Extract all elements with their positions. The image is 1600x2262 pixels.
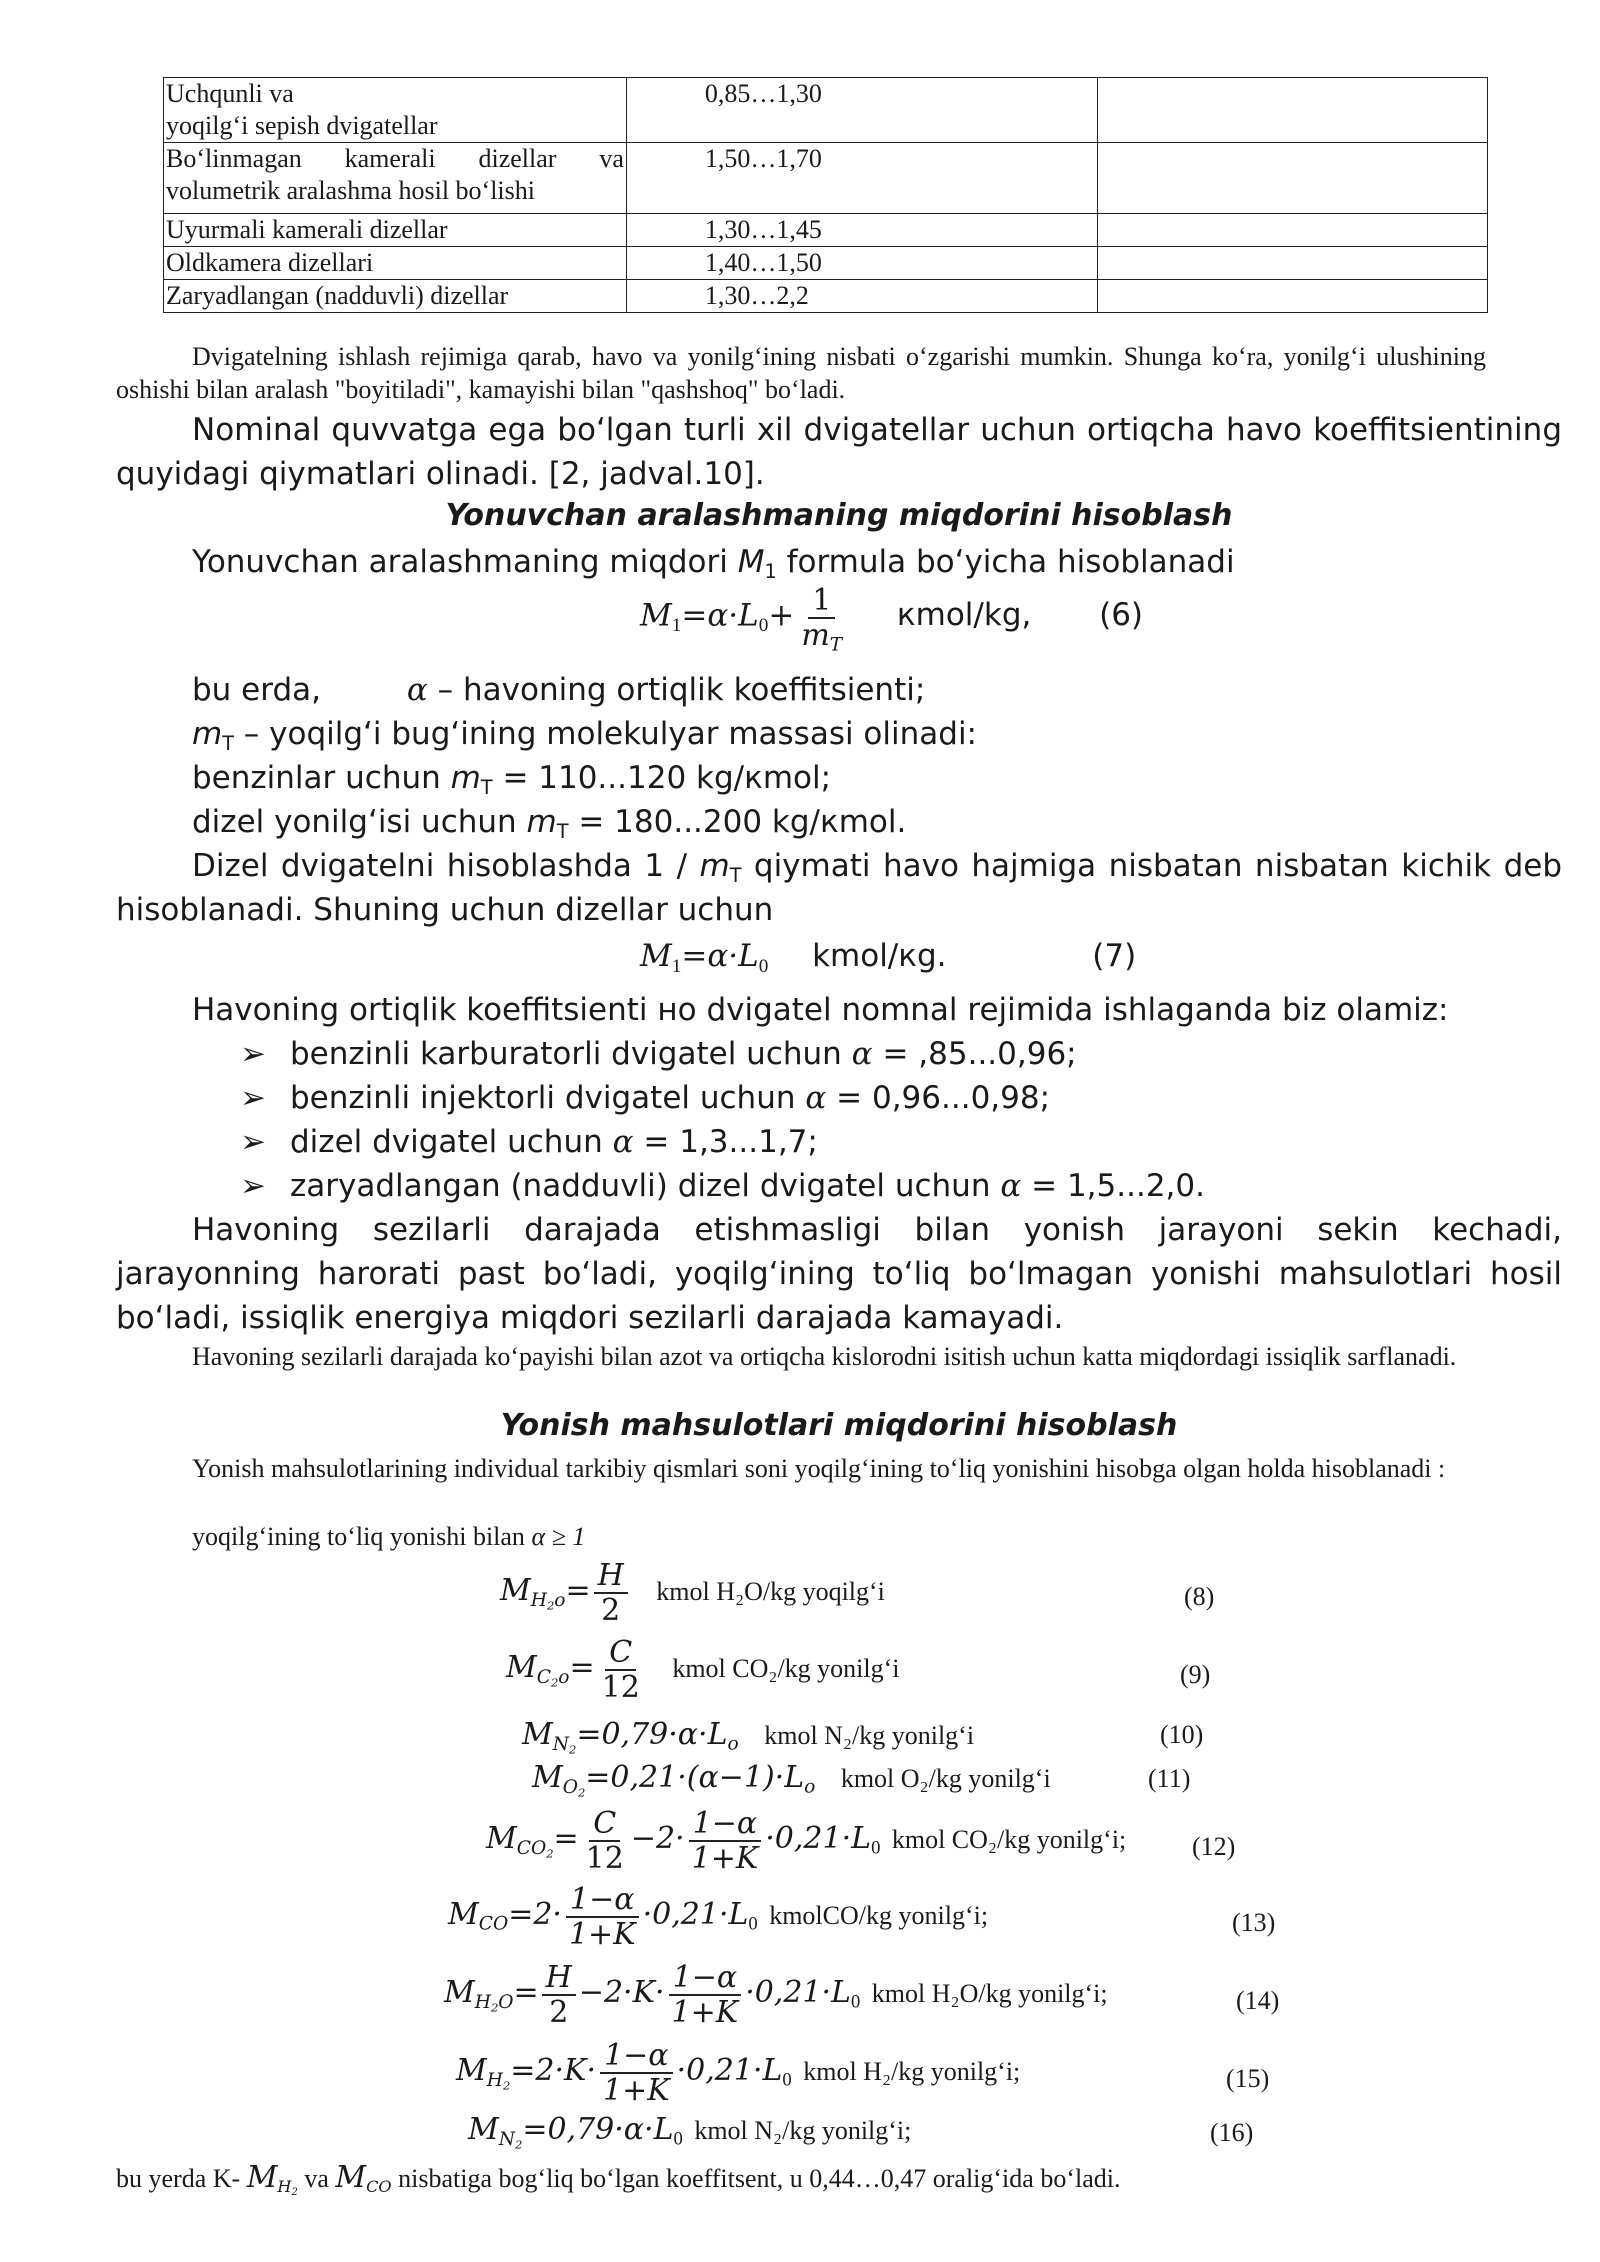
- paragraph-air-deficit: Havoning sezilarli darajada etishmasligi bilan yonish jarayoni sekin kechadi, jarayonning harorati past bo‘ladi, yoqilg‘ining to‘liq bo‘lmagan yonishi mahsulotlari hosil bo‘ladi, issiqlik energiya miqdori sezilarli darajada kamayadi.: [116, 1212, 1562, 1336]
- equation-unit: kmolCO/kg yonilg‘i;: [769, 1901, 989, 1931]
- list-item: ➢ dizel dvigatel uchun α = 1,3...1,7;: [240, 1120, 818, 1164]
- text-fragment: yoqilg‘ining to‘liq yonishi bilan: [192, 1522, 525, 1551]
- arrow-bullet-icon: ➢: [240, 1036, 266, 1072]
- text-fragment: = 180...200 kg/кmol.: [578, 804, 907, 840]
- equation-unit: kmol H₂O/kg yonilg‘i;: [871, 1979, 1108, 2009]
- table-cell-value: 1,40…1,50: [626, 247, 1097, 280]
- equation-number: (10): [1160, 1720, 1204, 1749]
- text-fragment: – havoning ortiqlik koeffitsienti;: [437, 672, 926, 708]
- equation-unit: kmol CO₂/kg yonilg‘i: [672, 1654, 900, 1684]
- list-item-label: benzinli injektorli dvigatel uchun: [290, 1080, 796, 1116]
- paragraph-products-count: Yonish mahsulotlarining individual tarkibiy qismlari soni yoqilg‘ining to‘liq yonishini hisobga olgan holda hisoblanadi :: [192, 1454, 1446, 1483]
- table-cell-value: 1,30…1,45: [626, 214, 1097, 247]
- text-fragment: nisbatiga bog‘liq bo‘lgan koeffitsent, u 0,44…0,47 oralig‘ida bo‘ladi.: [398, 2164, 1121, 2193]
- text-fragment: – yoqilg‘i bug‘ining molekulyar massasi olinadi:: [243, 716, 978, 752]
- equation-unit: kmol H₂/kg yonilg‘i;: [803, 2057, 1021, 2087]
- table-cell-engine: Uyurmali kamerali dizellar: [164, 214, 627, 247]
- arrow-bullet-icon: ➢: [240, 1168, 266, 1204]
- equation-number: (11): [1148, 1764, 1191, 1793]
- definition-alpha: bu erda, α – havoning ortiqlik koeffitsienti;: [192, 672, 926, 708]
- text-fragment: bu yerda K-: [116, 2164, 241, 2193]
- equation-unit: kmol O₂/kg yonilg‘i: [840, 1764, 1051, 1793]
- equation-number: (6): [1099, 597, 1144, 634]
- table-row: [164, 247, 1488, 280]
- list-item: ➢ zaryadlangan (nadduvli) dizel dvigatel uchun α = 1,5...2,0.: [240, 1164, 1205, 1208]
- table-cell-empty: [1097, 78, 1487, 143]
- table-row: [164, 78, 1488, 143]
- text-fragment: bu erda,: [192, 672, 321, 708]
- table-cell-empty: [1097, 247, 1487, 280]
- equation-11: $M_{O_2}=0,21\cdot(\alpha-1)\cdot L_o$ kmol O₂/kg yonilg‘i: [532, 1760, 1051, 1800]
- equation-6: $M_1=\alpha\cdot L_0+$ $\frac{1}{m_T}$ кmol/kg, (6): [640, 583, 1144, 656]
- equation-number: (12): [1192, 1832, 1236, 1861]
- table-cell-empty: [1097, 214, 1487, 247]
- equation-14: $M_{H_2O}=$ $\frac{H}{2}$ −2·K· $\frac{1-\alpha}{1+K}$ $\cdot 0,21\cdot L_0$ kmol H₂O/kg yonilg‘i;: [444, 1960, 1108, 2030]
- text-fragment: formula bo‘yicha hisoblanadi: [776, 544, 1235, 580]
- table-row: [164, 280, 1488, 313]
- equation-12: $M_{CO_2}=$ $\frac{C}{12}$ −2· $\frac{1-\alpha}{1+K}$ $\cdot 0,21\cdot L_0$ kmol CO₂/kg yonilg‘i;: [486, 1806, 1127, 1876]
- text-fragment: Dizel dvigatelni hisoblashda 1 /: [192, 848, 688, 884]
- table-cell-empty: [1097, 143, 1487, 214]
- list-item-label: zaryadlangan (nadduvli) dizel dvigatel uchun: [290, 1168, 991, 1204]
- table-cell-value: 0,85…1,30: [626, 78, 1097, 143]
- table-cell-empty: [1097, 280, 1487, 313]
- equation-15: $M_{H_2}=2\cdot K\cdot$ $\frac{1-\alpha}{1+K}$ $\cdot 0,21\cdot L_0$ kmol H₂/kg yonilg‘i;: [456, 2038, 1021, 2108]
- arrow-bullet-icon: ➢: [240, 1124, 266, 1160]
- condition-alpha: α ≥ 1: [531, 1522, 586, 1551]
- text-fragment: = 110...120 kg/кmol;: [502, 760, 832, 796]
- table-cell-value: 1,30…2,2: [626, 280, 1097, 313]
- paragraph-full-combustion: [192, 1520, 585, 1553]
- equation-unit: kmol/кg.: [812, 938, 947, 974]
- equation-number: (8): [1184, 1582, 1215, 1611]
- definition-mt: $m_T$ – yoqilg‘i bug‘ining molekulyar massasi olinadi:: [192, 716, 978, 755]
- list-item-value: = 1,3...1,7;: [643, 1124, 818, 1160]
- table-cell-value: 1,50…1,70: [626, 143, 1097, 214]
- list-item: ➢ benzinli karburatorli dvigatel uchun α = ,85...0,96;: [240, 1032, 1077, 1076]
- equation-number: (15): [1226, 2064, 1270, 2093]
- diesel-molar-mass: dizel yonilg‘isi uchun $m_T = 180...200$ kg/кmol.: [192, 804, 907, 843]
- table-cell-engine: Oldkamera dizellari: [164, 247, 627, 280]
- paragraph-excess-air-nominal: Havoning ortiqlik koeffitsienti но dvigatel nomnal rejimida ishlaganda biz olamiz:: [192, 992, 1449, 1028]
- table-cell-engine: Zaryadlangan (nadduvli) dizellar: [164, 280, 627, 313]
- list-item-value: = 0,96...0,98;: [836, 1080, 1051, 1116]
- heading-mixture-amount: Yonuvchan aralashmaning miqdorini hisoblash: [445, 498, 1233, 533]
- table-cell-engine: Uchqunli va yoqilg‘i sepish dvigatellar: [164, 78, 627, 143]
- text-fragment: Yonuvchan aralashmaning miqdori: [192, 544, 738, 580]
- equation-number: (7): [1092, 938, 1137, 974]
- equation-8: $M_{H_2o}=$ $\frac{H}{2}$ kmol H₂O/kg yoqilg‘i: [500, 1558, 885, 1628]
- table-cell-engine: Bo‘linmagan kamerali dizellar va volumetrik aralashma hosil bo‘lishi: [164, 143, 627, 214]
- text-fragment: qiymati havo hajmiga nisbatan nisbatan kichik deb hisoblanadi. Shuning uchun dizellar uchun: [116, 848, 1562, 928]
- text-fragment: dizel yonilg‘isi uchun: [192, 804, 517, 840]
- paragraph-k-coefficient: bu yerda K- $M_{H_2}$ va $M_{CO}$ nisbatiga bog‘liq bo‘lgan koeffitsent, u 0,44…0,47 oralig‘ida bo‘ladi.: [116, 2160, 1121, 2198]
- paragraph-mixture-ratio: Dvigatelning ishlash rejimiga qarab, havo va yonilg‘ining nisbati o‘zgarishi mumkin. Shunga ko‘ra, yonilg‘i ulushining oshishi bilan aralash "boyitiladi", kamayishi bilan "qashshoq" bo‘ladi.: [116, 342, 1486, 404]
- excess-air-table: [163, 77, 1488, 313]
- list-item-value: = 1,5...2,0.: [1031, 1168, 1205, 1204]
- table-row: [164, 214, 1488, 247]
- equation-9: $M_{C_2o}=$ $\frac{C}{12}$ kmol CO₂/kg yonilg‘i: [506, 1635, 900, 1705]
- equation-13: $M_{CO}=2\cdot$ $\frac{1-\alpha}{1+K}$ $\cdot 0,21\cdot L_0$ kmolCO/kg yonilg‘i;: [448, 1882, 989, 1952]
- equation-16: $M_{N_2}=0,79\cdot\alpha\cdot L_0$ kmol N₂/kg yonilg‘i;: [468, 2112, 912, 2152]
- table-row: [164, 143, 1488, 214]
- equation-number: (13): [1232, 1908, 1276, 1937]
- equation-7: $M_1=\alpha\cdot L_0$ kmol/кg. (7): [640, 938, 1137, 977]
- text-fragment: va: [304, 2164, 329, 2193]
- equation-unit: kmol H₂O/kg yoqilg‘i: [656, 1577, 885, 1607]
- equation-number: (14): [1236, 1986, 1280, 2015]
- list-item-label: dizel dvigatel uchun: [290, 1124, 603, 1160]
- text-fragment: benzinlar uchun: [192, 760, 441, 796]
- equation-number: (16): [1210, 2118, 1254, 2147]
- equation-unit: kmol CO₂/kg yonilg‘i;: [891, 1825, 1127, 1855]
- equation-unit: kmol N₂/kg yonilg‘i: [764, 1721, 975, 1750]
- arrow-bullet-icon: ➢: [240, 1080, 266, 1116]
- list-item-value: = ,85...0,96;: [882, 1036, 1077, 1072]
- list-item: ➢ benzinli injektorli dvigatel uchun α = 0,96...0,98;: [240, 1076, 1050, 1120]
- paragraph-mixture-formula: Yonuvchan aralashmaning miqdori $M_1$ formula bo‘yicha hisoblanadi: [192, 544, 1235, 583]
- paragraph-nominal-power: Nominal quvvatga ega bo‘lgan turli xil dvigatellar uchun ortiqcha havo koeffitsientining quyidagi qiymatlari olinadi. [2, jadval.10].: [116, 412, 1562, 492]
- paragraph-air-excess: Havoning sezilarli darajada ko‘payishi bilan azot va ortiqcha kislorodni isitish uchun katta miqdordagi issiqlik sarflanadi.: [192, 1342, 1457, 1371]
- benzin-molar-mass: benzinlar uchun $m_T = 110...120$ kg/кmol;: [192, 760, 832, 799]
- heading-combustion-products: Yonish mahsulotlari miqdorini hisoblash: [500, 1408, 1178, 1443]
- equation-unit: kmol N₂/kg yonilg‘i;: [694, 2116, 912, 2145]
- equation-number: (9): [1180, 1660, 1211, 1689]
- equation-unit: кmol/kg,: [896, 597, 1032, 634]
- equation-10: $M_{N_2}=0,79\cdot\alpha\cdot L_o$ kmol N₂/kg yonilg‘i: [522, 1717, 975, 1757]
- paragraph-diesel-note: Dizel dvigatelni hisoblashda $1 / m_T$ qiymati havo hajmiga nisbatan nisbatan kichik deb hisoblanadi. Shuning uchun dizellar uchun: [116, 848, 1562, 928]
- list-item-label: benzinli karburatorli dvigatel uchun: [290, 1036, 842, 1072]
